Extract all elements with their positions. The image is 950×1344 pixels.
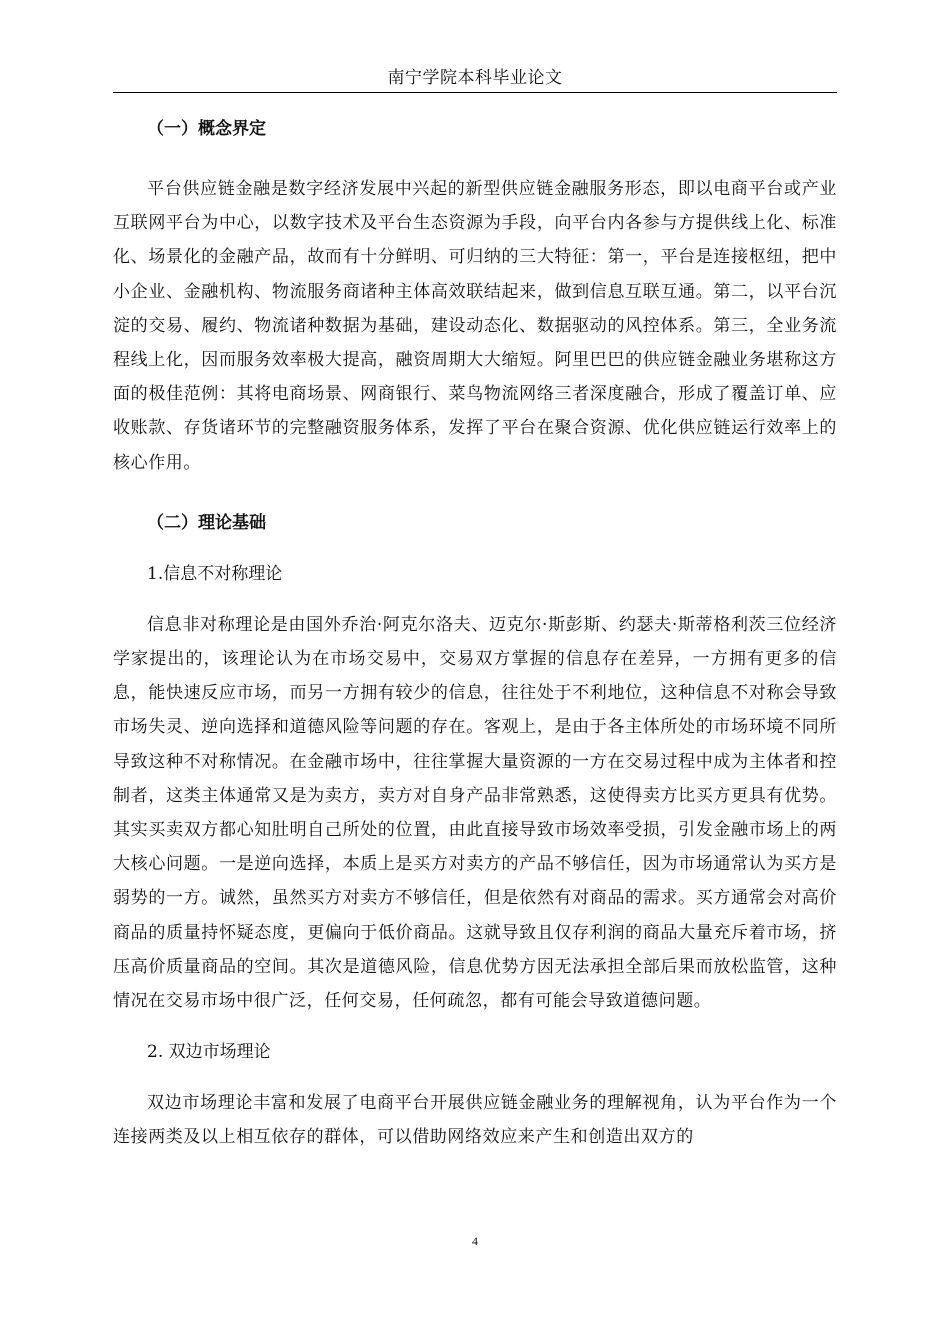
paragraph-two-sided-market: 双边市场理论丰富和发展了电商平台开展供应链金融业务的理解视角，认为平台作为一个连接两类及以上相互依存的群体，可以借助网络效应来产生和创造出双方的 (113, 1093, 837, 1148)
body-text (113, 112, 837, 1155)
header-rule (113, 92, 837, 93)
paragraph-concept: 平台供应链金融是数字经济发展中兴起的新型供应链金融服务形态，即以电商平台或产业互联网平台为中心，以数字技术及平台生态资源为手段，向平台内各参与方提供线上化、标准化、场景化的金融产品，故而有十分鲜明、可归纳的三大特征：第一，平台是连接枢纽，把中小企业、金融机构、物流服务商诸种主体高效联结起来，做到信息互联互通。第二，以平台沉淀的交易、履约、物流诸种数据为基础，建设动态化、数据驱动的风控体系。第三，全业务流程线上化，因而服务效率极大提高，融资周期大大缩短。阿里巴巴的供应链金融业务堪称这方面的极佳范例：其将电商场景、网商银行、菜鸟物流网络三者深度融合，形成了覆盖订单、应收账款、存货诸环节的完整融资服务体系，发挥了平台在聚合资源、优化供应链运行效率上的核心作用。 (113, 179, 837, 473)
spacer (113, 1069, 837, 1086)
running-header: 南宁学院本科毕业论文 (387, 68, 563, 88)
spacer (113, 540, 837, 557)
spacer (113, 480, 837, 506)
subheading-info-asymmetry: 1.信息不对称理论 (147, 563, 283, 584)
subheading-two-sided-market: 2. 双边市场理论 (147, 1042, 271, 1063)
page-number: 4 (472, 1234, 478, 1248)
spacer (113, 1018, 837, 1035)
spacer (113, 591, 837, 608)
spacer (113, 146, 837, 172)
paragraph-info-asymmetry: 信息非对称理论是由国外乔治·阿克尔洛夫、迈克尔·斯彭斯、约瑟夫·斯蒂格利茨三位经济学家提出的，该理论认为在市场交易中，交易双方掌握的信息存在差异，一方拥有更多的信息，能快速反应市场，而另一方拥有较少的信息，往往处于不利地位，这种信息不对称会导致市场失灵、逆向选择和道德风险等问题的存在。客观上，是由于各主体所处的市场环境不同所导致这种不对称情况。在金融市场中，往往掌握大量资源的一方在交易过程中成为主体者和控制者，这类主体通常又是为卖方，卖方对自身产品非常熟悉，这使得卖方比买方更具有优势。其实买卖双方都心知肚明自己所处的位置，由此直接导致市场效率受损，引发金融市场上的两大核心问题。一是逆向选择，本质上是买方对卖方的产品不够信任，因为市场通常认为买方是弱势的一方。诚然，虽然买方对卖方不够信任，但是依然有对商品的需求。买方通常会对高价商品的质量持怀疑态度，更偏向于低价商品。这就导致且仅存利润的商品大量充斥着市场，挤压高价质量商品的空间。其次是道德风险，信息优势方因无法承担全部后果而放松监管，这种情况在交易市场中很广泛，任何交易，任何疏忽，都有可能会导致道德问题。 (113, 614, 837, 1012)
section-heading-theory: （二）理论基础 (147, 512, 266, 533)
section-heading-concept: （一）概念界定 (147, 119, 266, 139)
